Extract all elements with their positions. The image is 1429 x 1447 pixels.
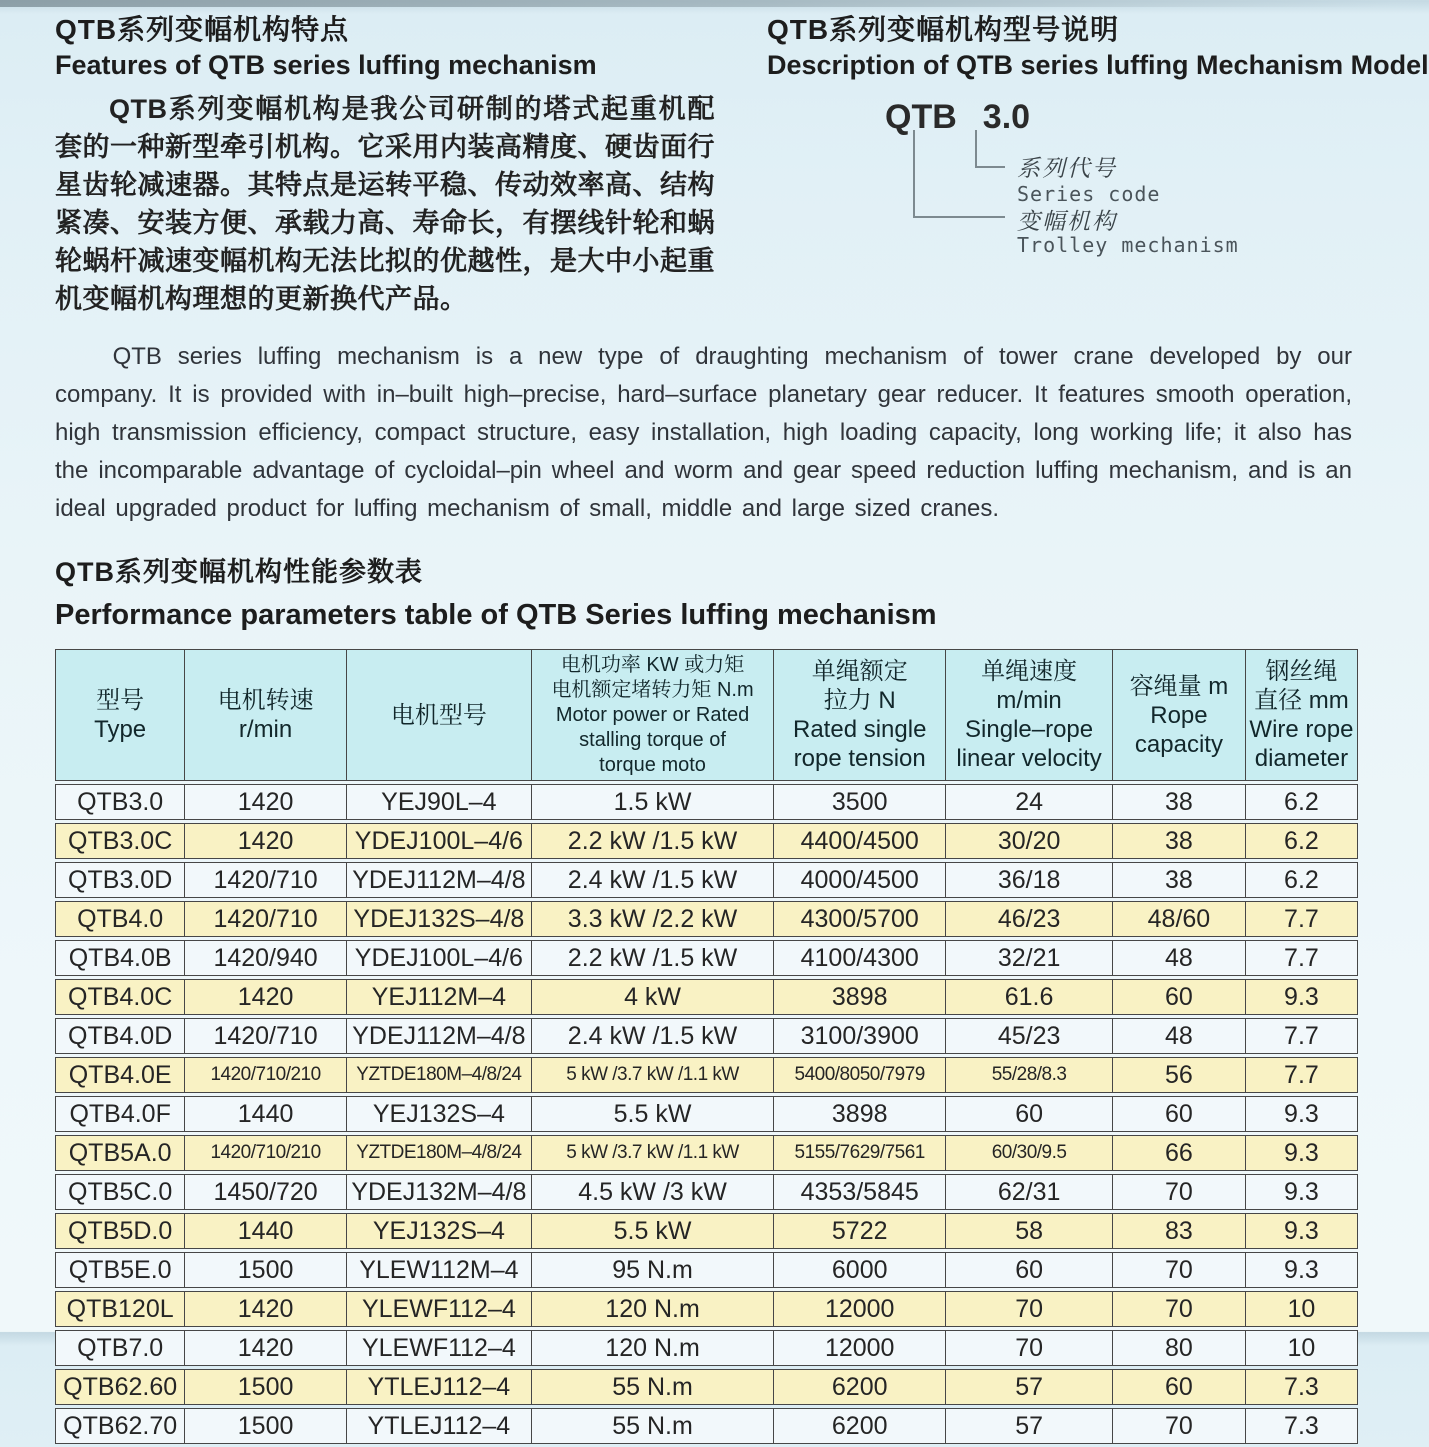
column-header-4: 单绳额定 拉力 N Rated single rope tension	[774, 649, 946, 781]
table-cell: YTLEJ112–4	[347, 1408, 532, 1444]
table-cell: 38	[1113, 784, 1246, 820]
table-cell: 45/23	[946, 1018, 1113, 1054]
table-cell: 5400/8050/7979	[774, 1057, 946, 1093]
table-row	[55, 1369, 1358, 1405]
table-cell: 6200	[774, 1408, 946, 1444]
table-cell: 61.6	[946, 979, 1113, 1015]
model-number: 3.0	[982, 98, 1031, 136]
table-cell: 60/30/9.5	[946, 1135, 1113, 1171]
column-header-0: 型号 Type	[55, 649, 185, 781]
table-cell: 57	[946, 1408, 1113, 1444]
table-cell: YTLEJ112–4	[347, 1369, 532, 1405]
table-cell: YDEJ100L–4/6	[347, 823, 532, 859]
table-cell: 58	[946, 1213, 1113, 1249]
table-cell: 56	[1113, 1057, 1246, 1093]
table-cell: 120 N.m	[532, 1291, 774, 1327]
table-cell: QTB3.0C	[55, 823, 185, 859]
table-cell: YDEJ132S–4/8	[347, 901, 532, 937]
table-cell: YLEWF112–4	[347, 1330, 532, 1366]
model-title-en: Description of QTB series luffing Mechanism Model	[767, 50, 1429, 80]
table-cell: 5155/7629/7561	[774, 1135, 946, 1171]
table-row	[55, 1174, 1358, 1210]
mechanism-label-en: Trolley mechanism	[1017, 233, 1239, 257]
table-row	[55, 1096, 1358, 1132]
table-cell: 6.2	[1246, 862, 1358, 898]
column-header-2: 电机型号	[347, 649, 532, 781]
table-cell: YEJ90L–4	[347, 784, 532, 820]
table-cell: 55 N.m	[532, 1408, 774, 1444]
column-header-3: 电机功率 KW 或力矩 电机额定堵转力矩 N.m Motor power or Rated stalling torque of torque moto	[532, 649, 774, 781]
table-cell: 12000	[774, 1291, 946, 1327]
table-cell: 70	[1113, 1174, 1246, 1210]
table-cell: 4353/5845	[774, 1174, 946, 1210]
table-cell: YEJ132S–4	[347, 1213, 532, 1249]
table-row	[55, 1135, 1358, 1171]
table-cell: 48/60	[1113, 901, 1246, 937]
table-cell: 46/23	[946, 901, 1113, 937]
table-cell: 5.5 kW	[532, 1213, 774, 1249]
table-cell: 1500	[185, 1252, 347, 1288]
table-row	[55, 1252, 1358, 1288]
table-cell: 1500	[185, 1369, 347, 1405]
column-header-6: 容绳量 m Rope capacity	[1113, 649, 1246, 781]
table-cell: QTB4.0E	[55, 1057, 185, 1093]
table-row	[55, 901, 1358, 937]
table-cell: YZTDE180M–4/8/24	[347, 1057, 532, 1093]
table-cell: YZTDE180M–4/8/24	[347, 1135, 532, 1171]
table-row	[55, 1330, 1358, 1366]
table-cell: 3.3 kW /2.2 kW	[532, 901, 774, 937]
table-cell: 1420	[185, 1291, 347, 1327]
performance-table	[55, 646, 1358, 1447]
features-paragraph-zh: QTB系列变幅机构是我公司研制的塔式起重机配套的一种新型牵引机构。它采用内装高精度、硬齿面行星齿轮减速器。其特点是运转平稳、传动效率高、结构紧凑、安装方便、承载力高、寿命长，有摆线针轮和蜗轮蜗杆减速变幅机构无法比拟的优越性，是大中小起重机变幅机构理想的更新换代产品。	[55, 94, 715, 314]
features-title-zh: QTB系列变幅机构特点	[55, 14, 350, 45]
table-cell: 7.3	[1246, 1408, 1358, 1444]
table-header	[55, 649, 1358, 781]
table-cell: QTB5A.0	[55, 1135, 185, 1171]
table-cell: 1420	[185, 784, 347, 820]
table-cell: 32/21	[946, 940, 1113, 976]
table-cell: 1420	[185, 1330, 347, 1366]
table-cell: QTB3.0D	[55, 862, 185, 898]
table-cell: QTB3.0	[55, 784, 185, 820]
table-cell: 5 kW /3.7 kW /1.1 kW	[532, 1057, 774, 1093]
table-row	[55, 862, 1358, 898]
table-row	[55, 823, 1358, 859]
table-cell: QTB120L	[55, 1291, 185, 1327]
table-cell: 9.3	[1246, 1174, 1358, 1210]
table-cell: 4000/4500	[774, 862, 946, 898]
table-cell: 1440	[185, 1213, 347, 1249]
table-cell: 62/31	[946, 1174, 1113, 1210]
table-cell: 2.4 kW /1.5 kW	[532, 862, 774, 898]
table-cell: YLEW112M–4	[347, 1252, 532, 1288]
table-cell: 4100/4300	[774, 940, 946, 976]
table-cell: 38	[1113, 862, 1246, 898]
table-cell: 30/20	[946, 823, 1113, 859]
intro-paragraph-en: QTB series luffing mechanism is a new type of draughting mechanism of tower crane developed by our company. It is provided with in–built high–precise, hard–surface planetary gear reducer. It features smooth operation, high transmission efficiency, compact structure, easy installation, high loading capacity, long working life; it also has the incomparable advantage of cycloidal–pin wheel and worm and gear speed reduction luffing mechanism, and is an ideal upgraded product for luffing mechanism of small, middle and large sized cranes.	[55, 343, 1352, 522]
model-title-zh: QTB系列变幅机构型号说明	[767, 14, 1120, 45]
table-cell: 55/28/8.3	[946, 1057, 1113, 1093]
table-cell: 12000	[774, 1330, 946, 1366]
table-cell: 9.3	[1246, 1135, 1358, 1171]
table-cell: 70	[1113, 1252, 1246, 1288]
table-row	[55, 784, 1358, 820]
table-cell: 3898	[774, 1096, 946, 1132]
table-cell: 6.2	[1246, 823, 1358, 859]
table-cell: 5 kW /3.7 kW /1.1 kW	[532, 1135, 774, 1171]
table-row	[55, 1018, 1358, 1054]
column-header-7: 钢丝绳 直径 mm Wire rope diameter	[1246, 649, 1358, 781]
table-cell: 60	[946, 1252, 1113, 1288]
table-row	[55, 1057, 1358, 1093]
model-prefix: QTB	[885, 98, 957, 136]
table-cell: YDEJ132M–4/8	[347, 1174, 532, 1210]
table-cell: 80	[1113, 1330, 1246, 1366]
table-cell: QTB4.0D	[55, 1018, 185, 1054]
table-cell: 1420/710	[185, 1018, 347, 1054]
table-cell: 66	[1113, 1135, 1246, 1171]
table-cell: 60	[1113, 1096, 1246, 1132]
mechanism-pointer-line	[913, 130, 1005, 218]
table-cell: QTB5D.0	[55, 1213, 185, 1249]
table-cell: 1420/710	[185, 862, 347, 898]
table-cell: 24	[946, 784, 1113, 820]
table-header-row	[55, 649, 1358, 781]
table-cell: 95 N.m	[532, 1252, 774, 1288]
top-section	[55, 12, 1429, 318]
table-row	[55, 979, 1358, 1015]
table-cell: QTB4.0F	[55, 1096, 185, 1132]
table-cell: YLEWF112–4	[347, 1291, 532, 1327]
table-cell: 7.7	[1246, 901, 1358, 937]
table-cell: 1500	[185, 1408, 347, 1444]
table-cell: 9.3	[1246, 1213, 1358, 1249]
table-cell: 3898	[774, 979, 946, 1015]
model-code-diagram	[767, 98, 1429, 283]
table-cell: YEJ132S–4	[347, 1096, 532, 1132]
table-cell: 70	[1113, 1291, 1246, 1327]
table-cell: QTB4.0C	[55, 979, 185, 1015]
series-code-label-en: Series code	[1017, 182, 1161, 206]
model-description-section	[715, 12, 1429, 318]
table-cell: YDEJ112M–4/8	[347, 862, 532, 898]
table-cell: 4 kW	[532, 979, 774, 1015]
table-cell: 5722	[774, 1213, 946, 1249]
table-cell: 10	[1246, 1330, 1358, 1366]
table-cell: 4.5 kW /3 kW	[532, 1174, 774, 1210]
table-cell: 7.7	[1246, 1018, 1358, 1054]
table-cell: 1420	[185, 823, 347, 859]
table-cell: 1420	[185, 979, 347, 1015]
table-cell: 7.7	[1246, 1057, 1358, 1093]
table-cell: 60	[1113, 979, 1246, 1015]
table-cell: 120 N.m	[532, 1330, 774, 1366]
table-cell: 48	[1113, 940, 1246, 976]
table-cell: 60	[946, 1096, 1113, 1132]
table-cell: 7.7	[1246, 940, 1358, 976]
table-cell: 1420/940	[185, 940, 347, 976]
table-titles	[55, 550, 1352, 632]
mechanism-label-zh: 变幅机构	[1017, 209, 1117, 235]
table-cell: QTB5E.0	[55, 1252, 185, 1288]
table-cell: 70	[946, 1330, 1113, 1366]
table-row	[55, 1408, 1358, 1444]
table-cell: 4400/4500	[774, 823, 946, 859]
table-cell: 38	[1113, 823, 1246, 859]
table-cell: 6.2	[1246, 784, 1358, 820]
column-header-5: 单绳速度 m/min Single–rope linear velocity	[946, 649, 1113, 781]
table-cell: 4300/5700	[774, 901, 946, 937]
table-cell: YDEJ100L–4/6	[347, 940, 532, 976]
table-cell: 7.3	[1246, 1369, 1358, 1405]
table-cell: 9.3	[1246, 1252, 1358, 1288]
column-header-1: 电机转速 r/min	[185, 649, 347, 781]
table-row	[55, 1213, 1358, 1249]
table-cell: 1420/710/210	[185, 1135, 347, 1171]
table-cell: 6000	[774, 1252, 946, 1288]
table-cell: 1.5 kW	[532, 784, 774, 820]
table-cell: 1420/710/210	[185, 1057, 347, 1093]
table-cell: 2.4 kW /1.5 kW	[532, 1018, 774, 1054]
table-cell: 48	[1113, 1018, 1246, 1054]
table-row	[55, 940, 1358, 976]
table-cell: 5.5 kW	[532, 1096, 774, 1132]
table-cell: 70	[1113, 1408, 1246, 1444]
features-section	[55, 12, 715, 318]
table-body	[55, 784, 1358, 1444]
table-cell: 9.3	[1246, 979, 1358, 1015]
table-cell: 3500	[774, 784, 946, 820]
table-cell: QTB62.70	[55, 1408, 185, 1444]
table-cell: YEJ112M–4	[347, 979, 532, 1015]
table-cell: 2.2 kW /1.5 kW	[532, 823, 774, 859]
table-cell: 70	[946, 1291, 1113, 1327]
table-cell: 3100/3900	[774, 1018, 946, 1054]
table-cell: 60	[1113, 1369, 1246, 1405]
table-cell: QTB62.60	[55, 1369, 185, 1405]
table-cell: 10	[1246, 1291, 1358, 1327]
table-cell: 1440	[185, 1096, 347, 1132]
table-cell: 1420/710	[185, 901, 347, 937]
table-cell: 83	[1113, 1213, 1246, 1249]
table-cell: 55 N.m	[532, 1369, 774, 1405]
table-cell: 2.2 kW /1.5 kW	[532, 940, 774, 976]
table-cell: QTB4.0B	[55, 940, 185, 976]
table-cell: 57	[946, 1369, 1113, 1405]
table-cell: QTB4.0	[55, 901, 185, 937]
series-code-label-zh: 系列代号	[1017, 156, 1117, 182]
features-title-en: Features of QTB series luffing mechanism	[55, 50, 597, 80]
table-cell: 9.3	[1246, 1096, 1358, 1132]
table-cell: 1450/720	[185, 1174, 347, 1210]
table-cell: QTB5C.0	[55, 1174, 185, 1210]
table-row	[55, 1291, 1358, 1327]
table-title-zh: QTB系列变幅机构性能参数表	[55, 557, 423, 587]
table-cell: QTB7.0	[55, 1330, 185, 1366]
table-title-en: Performance parameters table of QTB Series luffing mechanism	[55, 599, 937, 631]
table-cell: 6200	[774, 1369, 946, 1405]
table-cell: YDEJ112M–4/8	[347, 1018, 532, 1054]
table-cell: 36/18	[946, 862, 1113, 898]
